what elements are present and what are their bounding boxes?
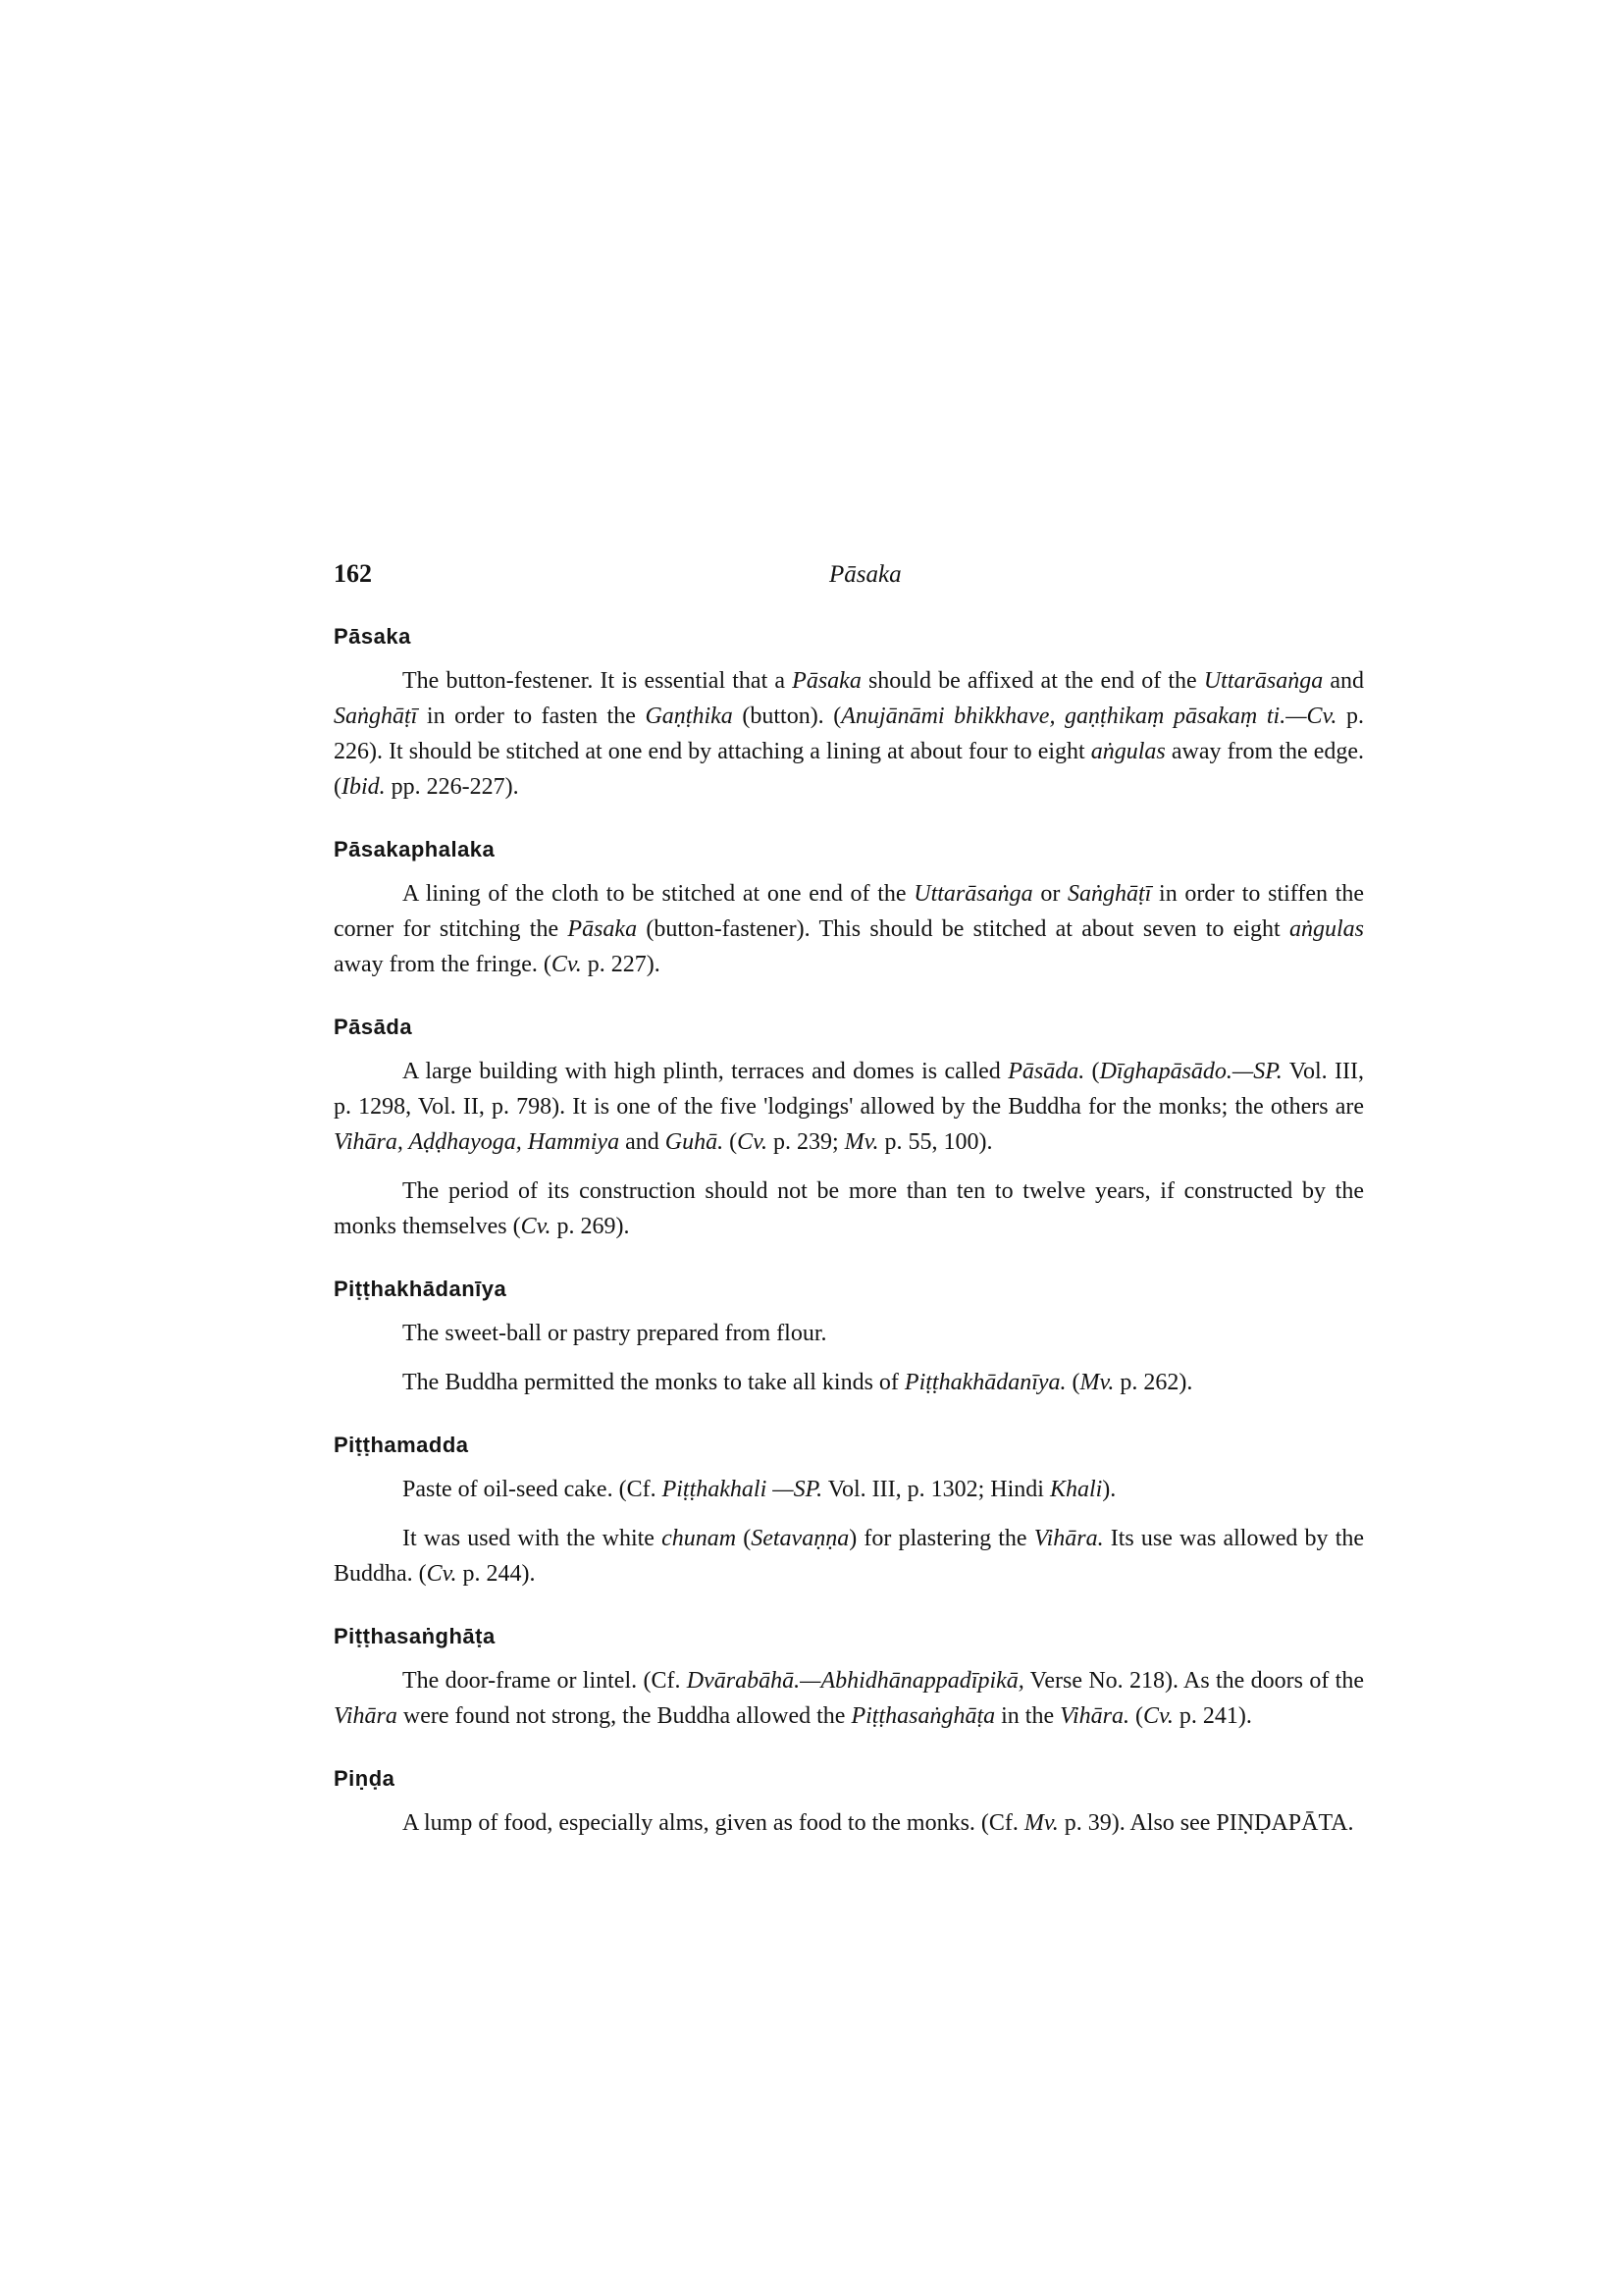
entry-headword: Piṭṭhamadda (334, 1433, 469, 1457)
italic-text: Uttarāsaṅga (1203, 668, 1324, 694)
text-span: in order to stiffen the corner for stitching the (334, 881, 1365, 942)
entry-headword: Piṭṭhakhādanīya (334, 1277, 507, 1301)
text-span: ( (1129, 1703, 1144, 1729)
entries-list (334, 624, 1364, 1841)
italic-text: Vihāra (334, 1703, 397, 1729)
italic-text: Uttarāsaṅga (914, 881, 1033, 907)
entry-headword: Piṭṭhasaṅghāṭa (334, 1624, 496, 1648)
entry-headword: Pāsaka (334, 624, 411, 649)
text-span: p. 262). (1114, 1370, 1193, 1395)
italic-text: Mv. (1023, 1810, 1059, 1836)
text-span: and (1323, 668, 1364, 694)
dictionary-entry (334, 1433, 1364, 1592)
entry-paragraph (334, 1054, 1364, 1160)
italic-text: Dvārabāhā.—Abhidhānappadīpikā, (686, 1668, 1024, 1694)
text-span: in the (995, 1703, 1061, 1729)
entry-paragraph (334, 1365, 1364, 1400)
page-body (334, 559, 1364, 1873)
running-head (334, 559, 1364, 599)
entry-headword: Piṇḍa (334, 1766, 395, 1791)
text-span: Verse No. 218). As the doors of the (1023, 1668, 1364, 1694)
italic-text: Dīghapāsādo.—SP. (1099, 1059, 1283, 1084)
text-span: in order to fasten the (417, 704, 646, 729)
text-span: The button-festener. It is essential that a (402, 668, 793, 694)
text-span: ( (723, 1129, 738, 1155)
italic-text: Pāsaka (792, 668, 862, 694)
entry-paragraph (334, 1472, 1364, 1507)
text-span: The sweet-ball or pastry prepared from flour. (402, 1321, 827, 1346)
text-span: A lump of food, especially alms, given as food to the monks. (Cf. (402, 1810, 1024, 1836)
entry-paragraph (334, 1805, 1364, 1841)
italic-text: Cv. (520, 1214, 551, 1239)
text-span: p. 226). It should be stitched at one end by attaching a lining at about four to eight (334, 704, 1365, 764)
text-span: A large building with high plinth, terraces and domes is called (402, 1059, 1009, 1084)
text-span: It was used with the white (402, 1526, 662, 1551)
italic-text: Piṭṭhasaṅghāṭa (851, 1703, 996, 1729)
dictionary-entry (334, 1277, 1364, 1400)
italic-text: Mv. (844, 1129, 879, 1155)
text-span: p. 244). (456, 1561, 536, 1587)
entry-paragraph (334, 1521, 1364, 1592)
text-span: p. 39). Also see PIṆḌAPĀTA. (1058, 1810, 1354, 1836)
italic-text: Setavaṇṇa (751, 1526, 850, 1551)
text-span: p. 239; (766, 1129, 845, 1155)
text-span: The Buddha permitted the monks to take all kinds of (402, 1370, 905, 1395)
italic-text: Saṅghāṭī (334, 704, 418, 729)
text-span: A lining of the cloth to be stitched at one end of the (402, 881, 915, 907)
text-span: away from the fringe. ( (334, 952, 551, 977)
text-span: The period of its construction should not be more than ten to twelve years, if constructed by the monks themselves ( (334, 1178, 1364, 1239)
italic-text: Guhā. (664, 1129, 724, 1155)
text-span: (button-fastener). This should be stitched at about seven to eight (637, 916, 1289, 942)
text-span: (button). ( (732, 704, 842, 729)
text-span: Vol. III, p. 1302; Hindi (822, 1477, 1050, 1502)
page-number: 162 (334, 559, 372, 588)
running-title: Pāsaka (829, 561, 902, 588)
text-span: pp. 226-227). (385, 774, 519, 800)
dictionary-entry (334, 1766, 1364, 1841)
italic-text: chunam (661, 1526, 737, 1551)
italic-text: Vihāra. (1060, 1703, 1130, 1729)
text-span: ( (1066, 1370, 1080, 1395)
dictionary-entry (334, 1624, 1364, 1734)
text-span: ) for plastering the (849, 1526, 1034, 1551)
text-span: Vol. III, p. 1298, Vol. II, p. 798). It is one of the five 'lodgings' allowed by the Buddha for the monks; the others are (334, 1059, 1365, 1120)
text-span: or (1032, 881, 1069, 907)
text-span: ( (736, 1526, 752, 1551)
italic-text: Vihāra, Aḍḍhayoga, Hammiya (334, 1129, 620, 1155)
text-span: p. 55, 100). (878, 1129, 993, 1155)
italic-text: Vihāra. (1033, 1526, 1104, 1551)
text-span: p. 227). (581, 952, 660, 977)
italic-text: Ibid. (341, 774, 386, 800)
italic-text: Cv. (426, 1561, 457, 1587)
italic-text: Piṭṭhakhādanīya. (904, 1370, 1067, 1395)
italic-text: Cv. (1143, 1703, 1174, 1729)
entry-paragraph (334, 1174, 1364, 1244)
italic-text: Pāsāda. (1008, 1059, 1085, 1084)
italic-text: aṅgulas (1090, 739, 1166, 764)
text-span: away from the edge. ( (334, 739, 1364, 800)
text-span: The door-frame or lintel. (Cf. (402, 1668, 687, 1694)
entry-paragraph (334, 1316, 1364, 1351)
italic-text: Cv. (550, 952, 582, 977)
text-span: Paste of oil-seed cake. (Cf. (402, 1477, 662, 1502)
italic-text: Khali (1049, 1477, 1103, 1502)
text-span: were found not strong, the Buddha allowed the (396, 1703, 852, 1729)
dictionary-entry (334, 624, 1364, 805)
italic-text: Gaṇṭhika (645, 704, 733, 729)
text-span: Its use was allowed by the Buddha. ( (334, 1526, 1365, 1587)
italic-text: Cv. (737, 1129, 767, 1155)
text-span: ( (1084, 1059, 1100, 1084)
text-span: ). (1102, 1477, 1117, 1502)
text-span: p. 269). (550, 1214, 630, 1239)
entry-headword: Pāsāda (334, 1015, 413, 1039)
dictionary-entry (334, 1015, 1364, 1244)
italic-text: Pāsaka (567, 916, 638, 942)
italic-text: Piṭṭhakhali —SP. (661, 1477, 823, 1502)
text-span: should be affixed at the end of the (861, 668, 1204, 694)
entry-paragraph (334, 663, 1364, 805)
dictionary-entry (334, 837, 1364, 982)
text-span: and (619, 1129, 665, 1155)
italic-text: Mv. (1079, 1370, 1115, 1395)
italic-text: aṅgulas (1289, 916, 1365, 942)
text-span: p. 241). (1173, 1703, 1252, 1729)
italic-text: Saṅghāṭī (1068, 881, 1152, 907)
italic-text: Anujānāmi bhikkhave, gaṇṭhikaṃ pāsakaṃ ti.—Cv. (841, 704, 1337, 729)
entry-paragraph (334, 1663, 1364, 1734)
entry-paragraph (334, 876, 1364, 982)
entry-headword: Pāsakaphalaka (334, 837, 496, 861)
